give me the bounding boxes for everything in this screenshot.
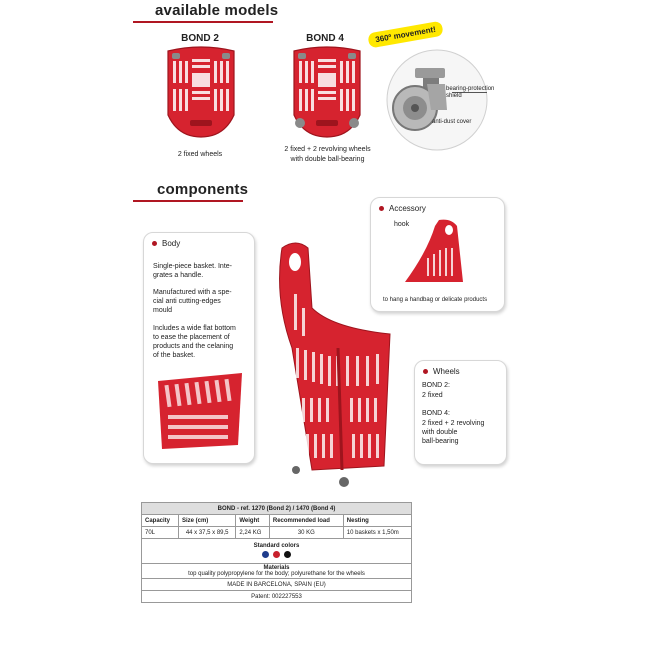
cell-capacity: 70L (142, 527, 179, 539)
accessory-panel-header (379, 204, 426, 213)
bullet-icon (152, 241, 157, 246)
standard-colors-cell (142, 539, 412, 564)
bond4-caption-line1: 2 fixed + 2 revolving wheels (284, 146, 371, 153)
col-header-nesting: Nesting (343, 515, 411, 527)
col-header-capacity: Capacity (142, 515, 179, 527)
bullet-icon (379, 206, 384, 211)
wheels-line-3: BOND 4: (422, 410, 451, 417)
made-in-cell: MADE IN BARCELONA, SPAIN (EU) (142, 579, 412, 591)
color-swatches (145, 551, 408, 560)
bond2-bottom-image (162, 45, 240, 140)
wheels-line-6: ball-bearing (422, 438, 459, 445)
cell-recommended-load: 30 KG (269, 527, 343, 539)
models-section-title: available models (155, 2, 279, 19)
wheels-line-2: 2 fixed (422, 392, 443, 399)
bond4-caption-line2: with double ball-bearing (290, 156, 365, 163)
red-swatch (273, 551, 280, 558)
standard-colors-label: Standard colors (253, 542, 300, 549)
body-text-1a: Single-piece basket. Inte- (153, 263, 232, 270)
hook-accessory-image (401, 218, 471, 286)
model-name-bond2: BOND 2 (181, 33, 219, 44)
components-section-title: components (157, 181, 249, 198)
bond4-bottom-image (288, 45, 366, 140)
wheels-line-1: BOND 2: (422, 382, 451, 389)
body-panel-header (152, 239, 180, 248)
wheels-line-5: with double (422, 429, 458, 436)
bond2-caption: 2 fixed wheels (177, 151, 223, 158)
blue-swatch (262, 551, 269, 558)
shield-callout-line2: shield (446, 93, 462, 99)
accessory-subtitle: hook (394, 221, 410, 228)
body-text-2c: mould (153, 307, 173, 314)
body-text-3d: of the basket. (153, 352, 196, 359)
wheels-line-4: 2 fixed + 2 revolving (422, 420, 485, 427)
col-header-weight: Weight (236, 515, 270, 527)
shield-callout-line1: bearing-protection (446, 86, 495, 92)
materials-text: top quality polypropylene for the body; polyurethane for the wheels (188, 571, 365, 577)
360-movement-badge: 360º movement! (367, 21, 444, 49)
wheels-panel-title: Wheels (433, 367, 460, 376)
col-header-size: Size (cm) (178, 515, 235, 527)
wheels-panel-header (423, 367, 460, 376)
models-title-underline (133, 21, 273, 23)
materials-cell (142, 564, 412, 579)
cell-nesting: 10 baskets x 1,50m (343, 527, 411, 539)
body-text-2a: Manufactured with a spe- (153, 289, 232, 296)
spec-table-column-headers (142, 515, 412, 527)
body-text-2b: cial anti cutting-edges (153, 298, 221, 305)
body-text-3a: Includes a wide flat bottom (153, 325, 236, 332)
body-panel (143, 232, 255, 464)
materials-label: Materials (263, 565, 290, 571)
spec-table-header: BOND - ref. 1270 (Bond 2) / 1470 (Bond 4) (142, 503, 412, 515)
body-text-1b: grates a handle. (153, 272, 204, 279)
basket-bottom-detail-image (154, 371, 246, 451)
dust-cover-callout: anti-dust cover (432, 119, 472, 125)
model-name-bond4: BOND 4 (306, 33, 344, 44)
body-text-3c: products and the celaning (153, 343, 234, 350)
accessory-caption: to hang a handbag or delicate products (383, 297, 488, 303)
cell-weight: 2,24 KG (236, 527, 270, 539)
bullet-icon (423, 369, 428, 374)
accessory-panel-title: Accessory (389, 204, 426, 213)
black-swatch (284, 551, 291, 558)
cell-size: 44 x 37,5 x 89,5 (178, 527, 235, 539)
accessory-panel (370, 197, 505, 312)
components-title-underline (133, 200, 243, 202)
body-panel-title: Body (162, 239, 181, 248)
caster-detail-image (385, 48, 495, 154)
table-row (142, 527, 412, 539)
wheels-panel (414, 360, 507, 465)
col-header-recommended-load: Recommended load (269, 515, 343, 527)
body-text-3b: to ease the placement of (153, 334, 230, 341)
spec-table (141, 502, 412, 603)
patent-cell: Patent: 002227553 (142, 591, 412, 603)
